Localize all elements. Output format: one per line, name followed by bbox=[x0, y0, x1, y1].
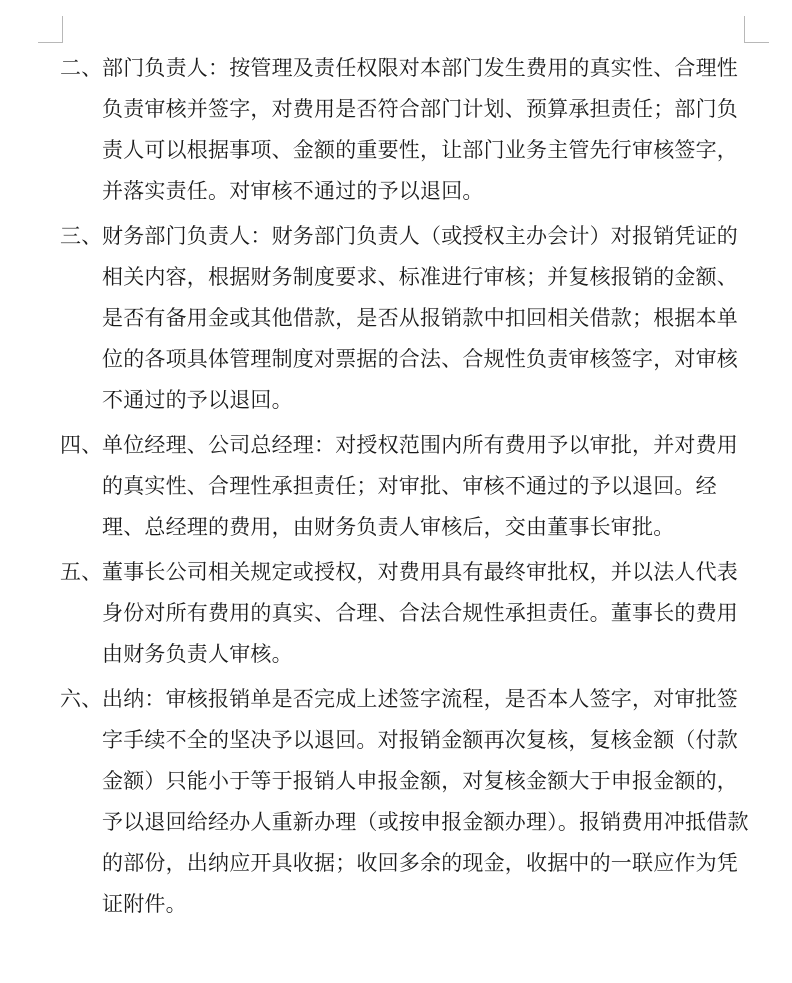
clause-6 bbox=[60, 679, 750, 925]
clause-3 bbox=[60, 216, 750, 421]
crop-mark-top-left bbox=[38, 16, 63, 43]
clause-4 bbox=[60, 425, 750, 548]
clause-text: 董事长公司相关规定或授权，对费用具有最终审批权，并以法人代表身份对所有费用的真实、合理、合法合规性承担责任。董事长的费用由财务负责人审核。 bbox=[102, 560, 738, 666]
clause-number: 二、 bbox=[60, 56, 103, 80]
clause-text: 出纳：审核报销单是否完成上述签字流程，是否本人签字，对审批签字手续不全的坚决予以退回。对报销金额再次复核，复核金额（付款金额）只能小于等于报销人申报金额，对复核金额大于申报金额的，予以退回给经办人重新办理（或按申报金额办理）。报销费用冲抵借款的部份，出纳应开具收据；收回多余的现金，收据中的一联应作为凭证附件。 bbox=[102, 687, 749, 916]
clause-5 bbox=[60, 552, 750, 675]
clause-number: 六、 bbox=[60, 687, 103, 711]
crop-mark-top-right bbox=[744, 16, 769, 43]
clause-2 bbox=[60, 48, 750, 212]
document-body bbox=[60, 48, 750, 929]
clause-text: 部门负责人：按管理及责任权限对本部门发生费用的真实性、合理性负责审核并签字，对费用是否符合部门计划、预算承担责任；部门负责人可以根据事项、金额的重要性，让部门业务主管先行审核签字，并落实责任。对审核不通过的予以退回。 bbox=[102, 56, 738, 203]
clause-text: 单位经理、公司总经理：对授权范围内所有费用予以审批，并对费用的真实性、合理性承担责任；对审批、审核不通过的予以退回。经理、总经理的费用，由财务负责人审核后，交由董事长审批。 bbox=[102, 433, 738, 539]
clause-number: 五、 bbox=[60, 560, 103, 584]
clause-number: 四、 bbox=[60, 433, 103, 457]
clause-number: 三、 bbox=[60, 224, 103, 248]
clause-text: 财务部门负责人：财务部门负责人（或授权主办会计）对报销凭证的相关内容，根据财务制度要求、标准进行审核；并复核报销的金额、是否有备用金或其他借款，是否从报销款中扣回相关借款；根据本单位的各项具体管理制度对票据的合法、合规性负责审核签字，对审核不通过的予以退回。 bbox=[102, 224, 738, 412]
